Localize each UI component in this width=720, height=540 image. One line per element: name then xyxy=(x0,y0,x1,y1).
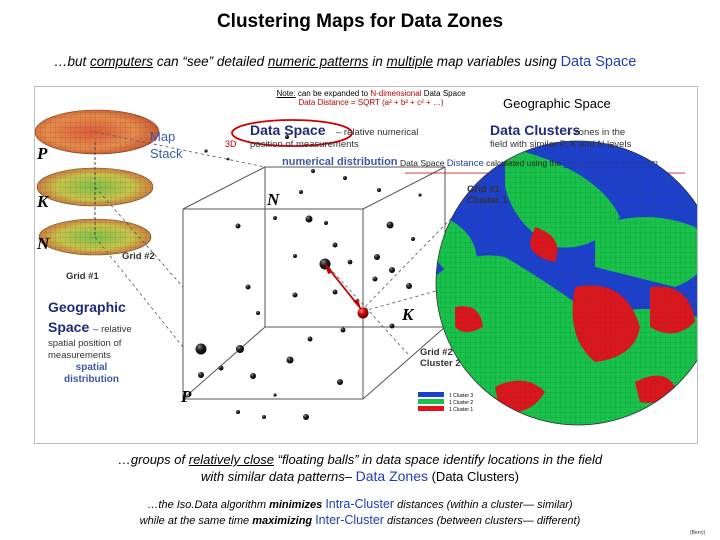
note-ndim: N-dimensional xyxy=(370,89,422,98)
data-space-desc-2: position of measurements xyxy=(250,139,359,150)
cluster1-line: Cluster 1 xyxy=(467,195,508,206)
subtitle xyxy=(54,54,636,70)
bottom-underlined: relatively close xyxy=(188,452,274,467)
note-text-2: Data Space xyxy=(421,89,466,98)
pyth-text-2: calculated using the xyxy=(483,158,564,168)
pyth-theorem: Pythagorean Theorem xyxy=(563,158,658,169)
maximizing-term: maximizing xyxy=(252,515,313,527)
note-formula: Data Distance = SQRT (a² + b² + c² + …) xyxy=(298,98,444,107)
subtitle-underlined: multiple xyxy=(386,54,433,69)
geographic-space-heading: Geographic Space xyxy=(503,96,611,111)
data-clusters-desc-1: – zones in the xyxy=(566,127,626,138)
cluster2-line: Cluster 2 xyxy=(420,358,461,369)
data-clusters-label: Data Clusters xyxy=(490,122,581,138)
legend-cluster1: 1 Cluster 1 xyxy=(449,407,474,413)
bottom-text: “floating balls” in data space identify locations in the field xyxy=(274,452,603,467)
spatial-line1: spatial xyxy=(75,362,108,373)
grid2-left-label: Grid #2 xyxy=(122,251,155,262)
data-zones-term: Data Zones xyxy=(355,468,428,484)
axis-k-label: K xyxy=(402,305,414,324)
subtitle-text: can “see” detailed xyxy=(153,54,268,69)
note-label: Note: xyxy=(276,89,296,98)
stack-n-label: N xyxy=(37,234,50,253)
grid1-cluster1-label xyxy=(467,184,508,206)
map-stack-line2: Stack xyxy=(150,146,183,161)
three-d-label: 3D xyxy=(225,139,237,149)
data-space-cube xyxy=(183,167,445,399)
legend-cluster2: 1 Cluster 2 xyxy=(449,400,474,406)
note-text xyxy=(246,89,496,107)
legend-cluster3: 1 Cluster 3 xyxy=(449,393,474,399)
bottom-text: while at the same time xyxy=(139,515,253,527)
bottom-text: …groups of xyxy=(117,452,189,467)
data-space-desc-1: – relative numerical xyxy=(336,127,419,138)
geo-left-line1: Geographic xyxy=(48,299,126,315)
pyth-text-1: Data Space xyxy=(400,158,447,168)
pythagorean-note xyxy=(400,158,658,169)
spatial-distribution-label xyxy=(64,362,119,386)
subtitle-text: map variables using xyxy=(432,54,561,69)
stack-p-label: P xyxy=(37,144,48,163)
subtitle-text: …but xyxy=(54,54,91,69)
stack-k-label: K xyxy=(37,192,49,211)
grid1-line: Grid #1 xyxy=(467,184,500,195)
spatial-line2: distribution xyxy=(64,374,119,385)
numerical-distribution-label: numerical distribution xyxy=(282,156,398,168)
bottom-caption xyxy=(0,451,720,485)
note-text-1: can be expanded to xyxy=(295,89,371,98)
minimizes-term: minimizes xyxy=(269,499,323,511)
geographic-space-left-desc xyxy=(48,338,121,362)
bottom-text: …the Iso.Data algorithm xyxy=(147,499,270,511)
intra-cluster-term: Intra-Cluster xyxy=(325,497,395,511)
bottom-text: with similar data patterns– xyxy=(200,469,356,484)
geo-left-desc-1: spatial position of xyxy=(48,338,122,349)
subtitle-text: in xyxy=(368,54,387,69)
geo-left-desc-2: measurements xyxy=(48,350,111,361)
page-title: Clustering Maps for Data Zones xyxy=(216,11,504,32)
grid1-left-label: Grid #1 xyxy=(66,271,99,282)
distance-arrow xyxy=(325,264,361,309)
bottom-text: distances (between clusters— different) xyxy=(383,515,581,527)
bottom-text: (Data Clusters) xyxy=(427,469,520,484)
subtitle-underlined: computers xyxy=(90,54,154,69)
data-clusters-desc-2: field with similar P, K and N levels xyxy=(490,139,632,150)
map-stack-label xyxy=(150,128,183,162)
credit-label: (Berry) xyxy=(690,530,706,536)
map-stack-graphic xyxy=(35,110,159,255)
data-space-label: Data Space xyxy=(250,122,326,138)
map-stack-line1: Map xyxy=(150,129,176,144)
pyth-distance: Distance xyxy=(446,158,484,169)
bottom-text: distances (within a cluster— similar) xyxy=(394,499,573,511)
axis-n-label: N xyxy=(267,190,280,209)
grid2-line: Grid #2 xyxy=(420,347,453,358)
subtitle-data-space: Data Space xyxy=(560,54,637,70)
subtitle-underlined: numeric patterns xyxy=(267,54,369,69)
grid2-cluster2-label xyxy=(420,347,461,369)
geo-left-line2: Space xyxy=(48,319,90,335)
geo-left-desc-0: – relative xyxy=(93,324,132,335)
inter-cluster-term: Inter-Cluster xyxy=(315,513,384,527)
isodata-note xyxy=(0,497,720,529)
axis-p-label: P xyxy=(181,387,192,406)
geographic-space-left-label xyxy=(48,297,132,340)
